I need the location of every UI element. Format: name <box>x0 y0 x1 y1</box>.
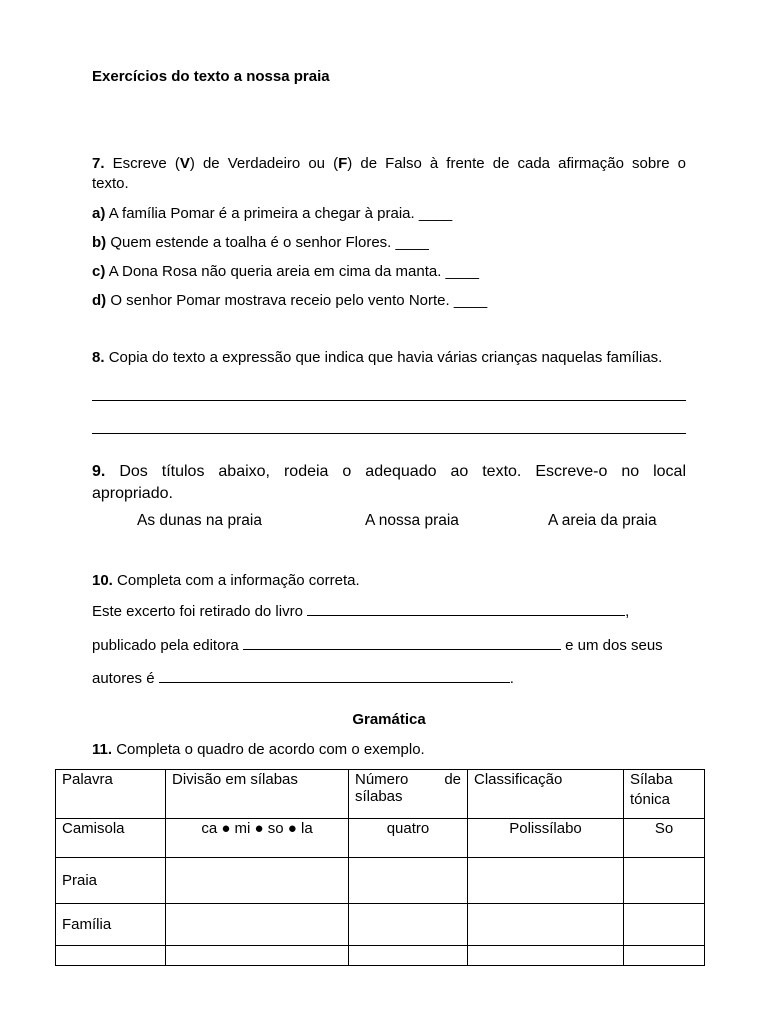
question-7-text-c: ) de Falso à frente de cada afirmação sobre o <box>347 155 686 172</box>
cell-classificacao[interactable] <box>468 858 624 904</box>
item-letter: b) <box>92 234 107 251</box>
example-numero: quatro <box>349 819 468 858</box>
question-7-text-b: ) de Verdadeiro ou ( <box>189 155 339 172</box>
example-silaba: So <box>624 819 705 858</box>
cell-classificacao[interactable] <box>468 904 624 946</box>
table-row <box>56 858 705 904</box>
row-palavra: Família <box>56 904 166 946</box>
grammar-heading: Gramática <box>352 711 426 728</box>
title-option-3[interactable]: A areia da praia <box>548 512 657 529</box>
question-9-prompt-line2: apropriado. <box>92 485 173 502</box>
publisher-blank[interactable] <box>243 634 561 650</box>
title-option-2[interactable]: A nossa praia <box>365 512 459 529</box>
cell-classificacao[interactable] <box>468 946 624 966</box>
cell-silaba[interactable] <box>624 904 705 946</box>
question-7-prompt <box>92 154 686 174</box>
question-8-number: 8. <box>92 349 105 366</box>
title-option-1[interactable]: As dunas na praia <box>137 512 262 529</box>
author-label: autores é <box>92 670 155 687</box>
question-9-prompt <box>92 461 686 483</box>
publisher-suffix: e um dos seus <box>565 637 663 654</box>
table-header-row <box>56 770 705 819</box>
question-7-item-d <box>92 291 686 311</box>
header-tonica-word: tónica <box>630 791 671 808</box>
syllable-table <box>55 769 705 966</box>
header-numero <box>349 770 468 819</box>
question-7-item-a <box>92 204 686 224</box>
question-7-prompt-line2: texto. <box>92 175 129 192</box>
item-text: A Dona Rosa não queria areia em cima da manta. ____ <box>108 263 479 280</box>
question-8-prompt <box>92 348 692 368</box>
question-11-prompt <box>92 740 686 760</box>
table-row <box>56 904 705 946</box>
publisher-label: publicado pela editora <box>92 637 239 654</box>
publisher-line <box>92 634 686 656</box>
cell-divisao[interactable] <box>166 904 349 946</box>
row-palavra: Praia <box>56 858 166 904</box>
question-7-text-a: Escreve ( <box>112 155 180 172</box>
answer-line-2[interactable] <box>92 433 686 434</box>
question-7-item-b <box>92 233 686 253</box>
example-divisao: ca ● mi ● so ● la <box>166 819 349 858</box>
example-classificacao: Polissílabo <box>468 819 624 858</box>
question-9-number: 9. <box>92 463 106 480</box>
table-row <box>56 819 705 858</box>
cell-palavra[interactable] <box>56 946 166 966</box>
item-text: Quem estende a toalha é o senhor Flores. ____ <box>110 234 429 251</box>
book-suffix: , <box>625 603 630 620</box>
author-blank[interactable] <box>159 667 510 683</box>
question-11-number: 11. <box>92 741 113 758</box>
question-9-text: Dos títulos abaixo, rodeia o adequado ao texto. Escreve-o no local <box>119 463 687 480</box>
header-numero-de: de <box>444 771 461 788</box>
book-line <box>92 600 686 622</box>
book-label: Este excerto foi retirado do livro <box>92 603 303 620</box>
cell-silaba[interactable] <box>624 946 705 966</box>
cell-silaba[interactable] <box>624 858 705 904</box>
cell-divisao[interactable] <box>166 946 349 966</box>
header-numero-silabas: sílabas <box>355 788 403 805</box>
answer-line-1[interactable] <box>92 400 686 401</box>
header-divisao: Divisão em sílabas <box>166 770 349 819</box>
true-letter: V <box>179 155 190 172</box>
cell-numero[interactable] <box>349 858 468 904</box>
question-10-number: 10. <box>92 572 113 589</box>
item-letter: c) <box>92 263 106 280</box>
question-10-prompt <box>92 571 686 591</box>
author-line <box>92 667 686 689</box>
item-letter: a) <box>92 205 106 222</box>
example-palavra: Camisola <box>56 819 166 858</box>
question-7-number: 7. <box>92 155 105 172</box>
book-blank[interactable] <box>307 600 625 616</box>
item-text: O senhor Pomar mostrava receio pelo vento Norte. ____ <box>110 292 488 309</box>
item-letter: d) <box>92 292 107 309</box>
table-row <box>56 946 705 966</box>
cell-numero[interactable] <box>349 904 468 946</box>
header-silaba-tonica <box>624 770 705 819</box>
question-8-text: Copia do texto a expressão que indica que havia várias crianças naquelas famílias. <box>108 349 663 366</box>
cell-numero[interactable] <box>349 946 468 966</box>
header-palavra: Palavra <box>56 770 166 819</box>
false-letter: F <box>338 155 348 172</box>
question-7-item-c <box>92 262 686 282</box>
question-11-text: Completa o quadro de acordo com o exemplo. <box>116 741 425 758</box>
item-text: A família Pomar é a primeira a chegar à praia. ____ <box>108 205 453 222</box>
worksheet-title: Exercícios do texto a nossa praia <box>92 68 330 85</box>
header-silaba-word: Sílaba <box>630 771 673 788</box>
cell-divisao[interactable] <box>166 858 349 904</box>
header-classificacao: Classificação <box>468 770 624 819</box>
question-10-text: Completa com a informação correta. <box>117 572 360 589</box>
author-suffix: . <box>509 670 514 687</box>
header-numero-word: Número <box>355 771 409 788</box>
